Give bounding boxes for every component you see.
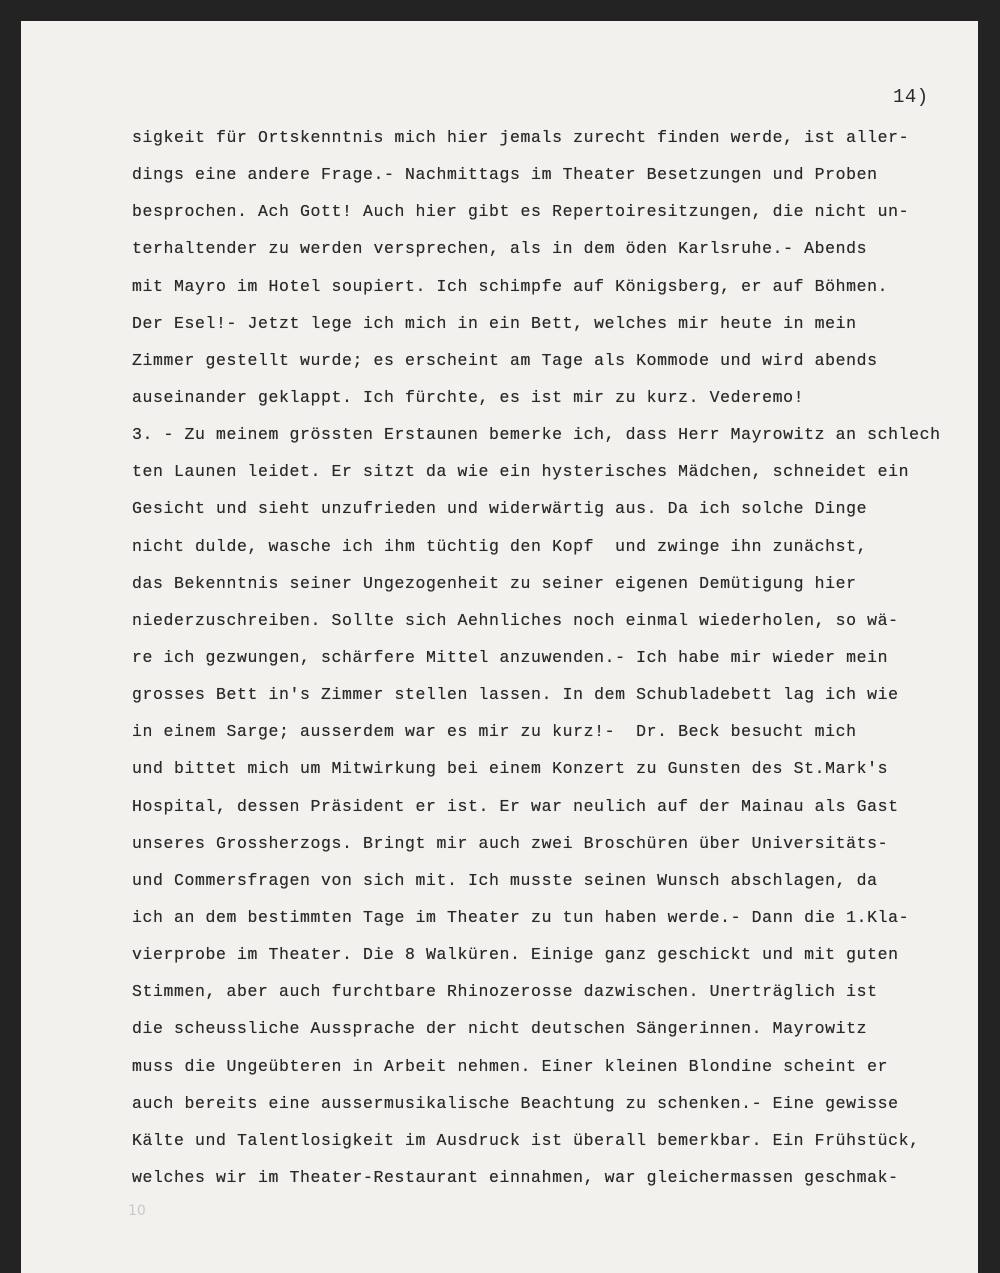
text-line: in einem Sarge; ausserdem war es mir zu kurz!- Dr. Beck besucht mich [132,722,857,742]
text-line: Zimmer gestellt wurde; es erscheint am Tage als Kommode und wird abends [132,350,878,370]
text-line: re ich gezwungen, schärfere Mittel anzuwenden.- Ich habe mir wieder mein [132,647,889,667]
text-line: auch bereits eine aussermusikalische Beachtung zu schenken.- Eine gewisse [132,1093,899,1113]
text-line: vierprobe im Theater. Die 8 Walküren. Einige ganz geschickt und mit guten [132,945,899,965]
text-line: die scheussliche Aussprache der nicht deutschen Sängerinnen. Mayrowitz [132,1019,868,1039]
page-number: 14) [893,86,929,108]
text-line: terhaltender zu werden versprechen, als in dem öden Karlsruhe.- Abends [132,239,868,259]
text-line: Stimmen, aber auch furchtbare Rhinozerosse dazwischen. Unerträglich ist [132,982,878,1002]
text-line: auseinander geklappt. Ich fürchte, es ist mir zu kurz. Vederemo! [132,387,805,407]
text-line: dings eine andere Frage.- Nachmittags im Theater Besetzungen und Proben [132,165,878,185]
text-line: mit Mayro im Hotel soupiert. Ich schimpfe auf Königsberg, er auf Böhmen. [132,276,889,296]
text-line: das Bekenntnis seiner Ungezogenheit zu seiner eigenen Demütigung hier [132,573,857,593]
text-line: ten Launen leidet. Er sitzt da wie ein hysterisches Mädchen, schneidet ein [132,462,910,482]
text-line: Gesicht und sieht unzufrieden und widerwärtig aus. Da ich solche Dinge [132,499,868,519]
text-line: und Commersfragen von sich mit. Ich musste seinen Wunsch abschlagen, da [132,870,878,890]
text-line: muss die Ungeübteren in Arbeit nehmen. Einer kleinen Blondine scheint er [132,1056,889,1076]
typed-text-body [132,119,982,1196]
text-line: Der Esel!- Jetzt lege ich mich in ein Bett, welches mir heute in mein [132,313,857,333]
text-line: besprochen. Ach Gott! Auch hier gibt es Repertoiresitzungen, die nicht un- [132,202,910,222]
text-line: grosses Bett in's Zimmer stellen lassen. In dem Schubladebett lag ich wie [132,685,899,705]
pencil-annotation: 10 [128,1203,146,1219]
text-line: Kälte und Talentlosigkeit im Ausdruck ist überall bemerkbar. Ein Frühstück, [132,1130,920,1150]
text-line: nicht dulde, wasche ich ihm tüchtig den Kopf und zwinge ihn zunächst, [132,536,868,556]
text-line: und bittet mich um Mitwirkung bei einem Konzert zu Gunsten des St.Mark's [132,759,889,779]
text-line: welches wir im Theater-Restaurant einnahmen, war gleichermassen geschmak- [132,1167,899,1187]
text-line: 3. - Zu meinem grössten Erstaunen bemerke ich, dass Herr Mayrowitz an schlech [132,425,941,445]
text-line: unseres Grossherzogs. Bringt mir auch zwei Broschüren über Universitäts- [132,833,889,853]
text-line: niederzuschreiben. Sollte sich Aehnliches noch einmal wiederholen, so wä- [132,610,899,630]
text-line: Hospital, dessen Präsident er ist. Er war neulich auf der Mainau als Gast [132,796,899,816]
text-line: ich an dem bestimmten Tage im Theater zu tun haben werde.- Dann die 1.Kla- [132,907,910,927]
text-line: sigkeit für Ortskenntnis mich hier jemals zurecht finden werde, ist aller- [132,128,910,147]
